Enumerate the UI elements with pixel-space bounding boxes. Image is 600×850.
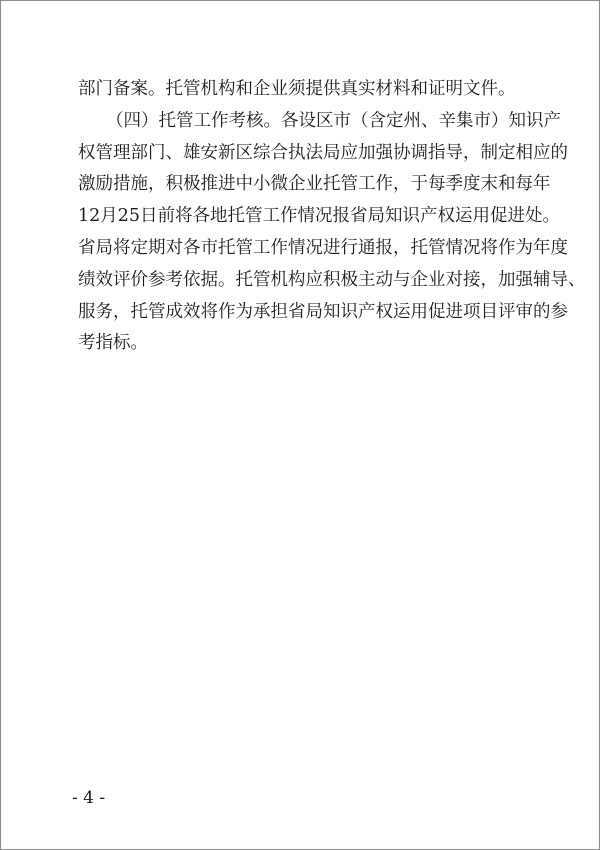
text-line: （四）托管工作考核。各设区市（含定州、辛集市）知识产 [106, 110, 561, 131]
text-line: 绩效评价参考依据。托管机构应积极主动与企业对接，加强辅导、 [78, 269, 586, 290]
text-line: 部门备案。托管机构和企业须提供真实材料和证明文件。 [78, 79, 516, 99]
text-line: 省局将定期对各市托管工作情况进行通报，托管情况将作为年度 [78, 237, 568, 258]
text-line: 12月25日前将各地托管工作情况报省局知识产权运用促进处。 [78, 206, 561, 227]
body-paragraphs [78, 79, 586, 365]
page-number: - 4 - [72, 788, 106, 808]
text-line: 考指标。 [78, 333, 148, 354]
text-line: 权管理部门、雄安新区综合执法局应加强协调指导，制定相应的 [78, 142, 568, 163]
text-line: 服务，托管成效将作为承担省局知识产权运用促进项目评审的参 [78, 301, 568, 322]
text-line: 激励措施，积极推进中小微企业托管工作，于每季度末和每年 [78, 174, 551, 195]
